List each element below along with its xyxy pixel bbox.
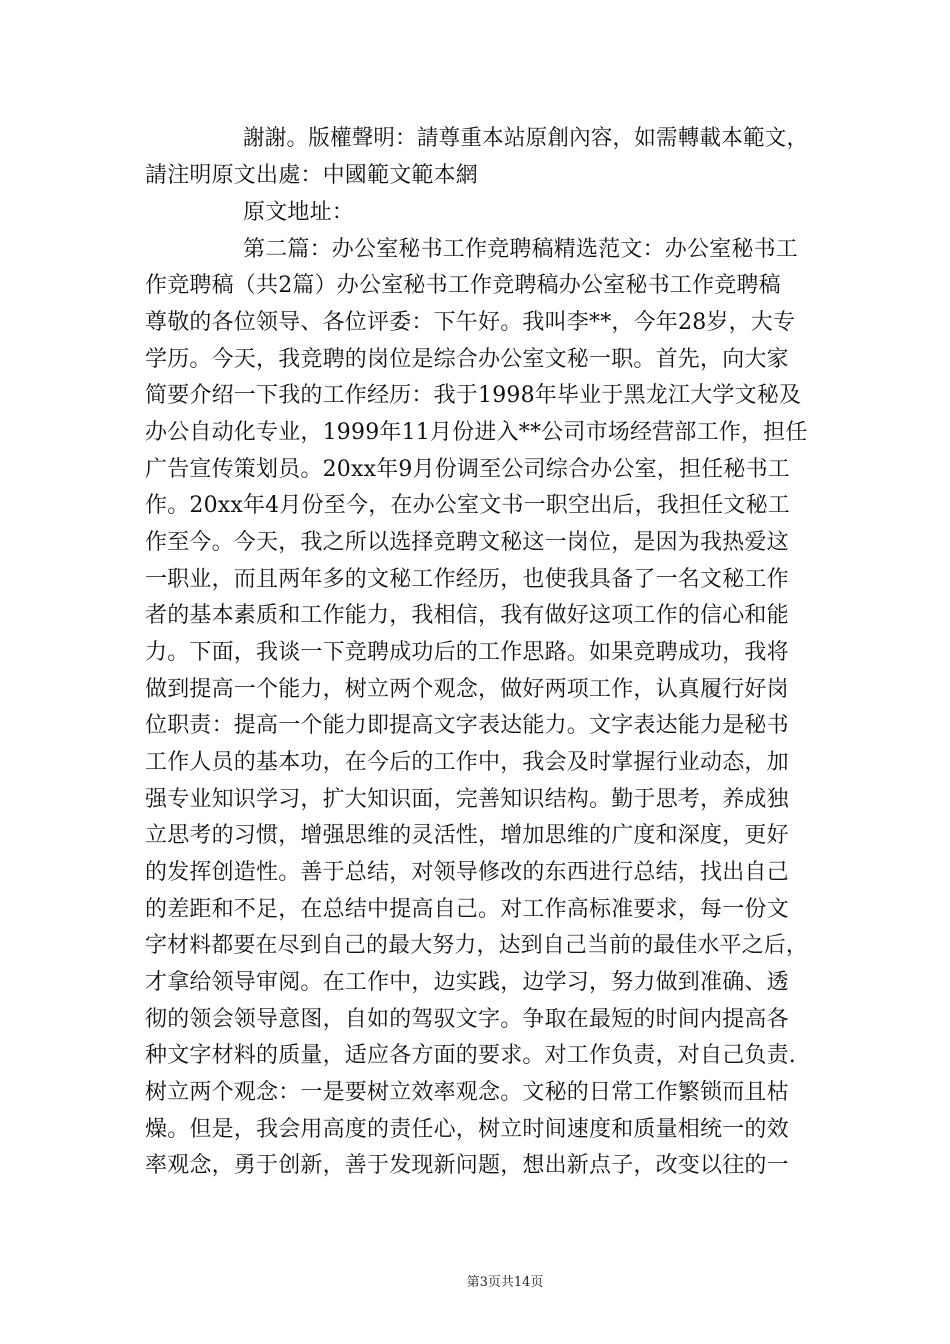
- page-number-footer: 第3页共14页: [466, 1275, 544, 1290]
- text-line: 原文地址：: [243, 200, 355, 225]
- text-line: 立思考的习惯，增强思维的灵活性，增加思维的广度和深度，更好: [145, 823, 789, 848]
- text-line: 謝謝。版權聲明：請尊重本站原創內容，如需轉載本範文，: [243, 126, 809, 151]
- text-line: 位职责：提高一个能力即提高文字表达能力。文字表达能力是秘书: [145, 713, 789, 738]
- text-line: 燥。但是，我会用高度的责任心，树立时间速度和质量相统一的效: [145, 1117, 789, 1142]
- text-line: 种文字材料的质量，适应各方面的要求。对工作负责，对自己负责.: [145, 1043, 796, 1068]
- text-line: 工作人员的基本功，在今后的工作中，我会及时掌握行业动态，加: [145, 750, 789, 775]
- text-line: 者的基本素质和工作能力，我相信，我有做好这项工作的信心和能: [145, 603, 789, 628]
- text-line: 字材料都要在尽到自己的最大努力，达到自己当前的最佳水平之后，: [145, 933, 809, 958]
- text-line: 简要介绍一下我的工作经历：我于1998年毕业于黑龙江大学文秘及: [145, 383, 802, 408]
- text-line: 作。20xx年4月份至今，在办公室文书一职空出后，我担任文秘工: [145, 493, 791, 518]
- text-line: 的差距和不足，在总结中提高自己。对工作高标准要求，每一份文: [145, 897, 789, 922]
- text-line: 广告宣传策划员。20xx年9月份调至公司综合办公室，担任秘书工: [145, 457, 791, 482]
- text-line: 彻的领会领导意图，自如的驾驭文字。争取在最短的时间内提高各: [145, 1007, 789, 1032]
- text-line: 一职业，而且两年多的文秘工作经历，也使我具备了一名文秘工作: [145, 567, 789, 592]
- text-line: 树立两个观念：一是要树立效率观念。文秘的日常工作繁锁而且枯: [145, 1080, 789, 1105]
- text-line: 第二篇：办公室秘书工作竞聘稿精选范文：办公室秘书工: [243, 237, 799, 262]
- text-line: 才拿给领导审阅。在工作中，边实践，边学习，努力做到准确、透: [145, 970, 789, 995]
- text-line: 办公自动化专业，1999年11月份进入**公司市场经营部工作，担任: [145, 420, 808, 445]
- text-line: 学历。今天，我竞聘的岗位是综合办公室文秘一职。首先，向大家: [145, 347, 789, 372]
- text-line: 尊敬的各位领导、各位评委：下午好。我叫李**，今年28岁，大专: [145, 310, 796, 335]
- text-line: 作至今。今天，我之所以选择竞聘文秘这一岗位，是因为我热爱这: [145, 530, 789, 555]
- text-line: 力。下面，我谈一下竞聘成功后的工作思路。如果竞聘成功，我将: [145, 640, 789, 665]
- text-line: 强专业知识学习，扩大知识面，完善知识结构。勤于思考，养成独: [145, 787, 789, 812]
- text-line: 作竞聘稿（共2篇）办公室秘书工作竞聘稿办公室秘书工作竞聘稿: [145, 273, 781, 298]
- text-line: 的发挥创造性。善于总结，对领导修改的东西进行总结，找出自己: [145, 860, 789, 885]
- text-line: 率观念，勇于创新，善于发现新问题，想出新点子，改变以往的一: [145, 1153, 789, 1178]
- text-line: 請注明原文出處：中國範文範本網: [145, 163, 479, 188]
- text-line: 做到提高一个能力，树立两个观念，做好两项工作，认真履行好岗: [145, 677, 789, 702]
